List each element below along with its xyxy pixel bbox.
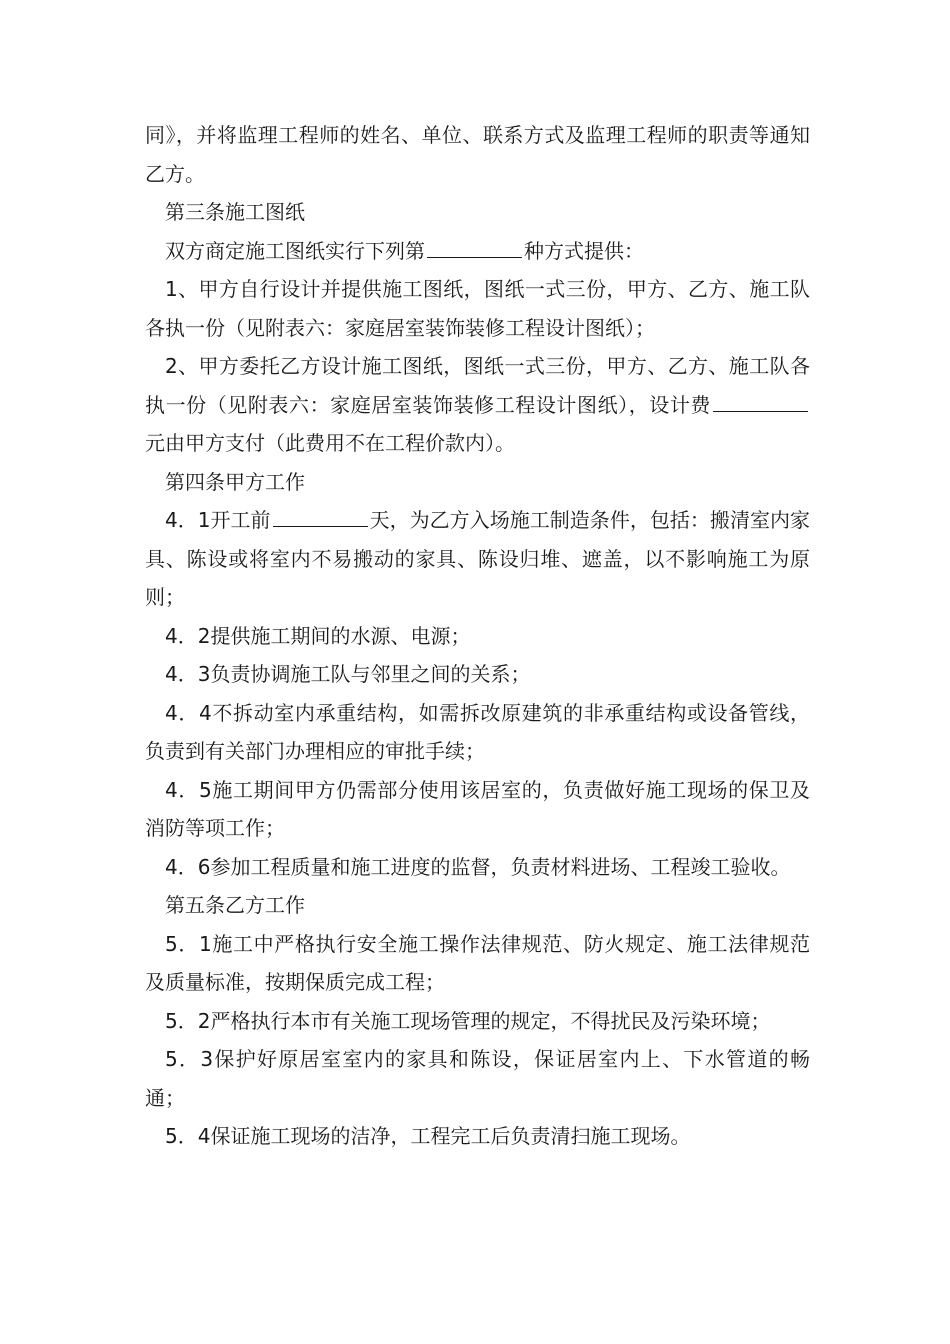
- fill-blank-design-fee[interactable]: [713, 391, 808, 412]
- clause-5-2: 5．2严格执行本市有关施工现场管理的规定，不得扰民及污染环境；: [165, 1008, 771, 1033]
- paragraph-text: 天，为乙方入场施工制造条件，包括：搬清室内家具、陈设或将室内不易搬动的家具、陈设归堆、遮盖，以不影响施工为原则；: [145, 508, 811, 609]
- paragraph-text: 4．1开工前: [165, 508, 271, 532]
- clause-4-3: 4．3负责协调施工队与邻里之间的关系；: [165, 662, 531, 686]
- clause-4-4: 4．4不拆动室内承重结构，如需拆改原建筑的非承重结构或设备管线，负责到有关部门办理相应的审批手续；: [145, 700, 810, 763]
- article-4-heading: 第四条甲方工作: [165, 469, 305, 494]
- paragraph-text: 元由甲方支付（此费用不在工程价款内）。: [145, 431, 515, 455]
- paragraph-continuation: 同》，并将监理工程师的姓名、单位、联系方式及监理工程师的职责等通知乙方。: [145, 123, 810, 186]
- clause-4-6: 4．6参加工程质量和施工进度的监督，负责材料进场、工程竣工验收。: [165, 854, 791, 879]
- clause-3-2: [145, 347, 810, 463]
- clause-4-5: 4．5施工期间甲方仍需部分使用该居室的，负责做好施工现场的保卫及消防等项工作；: [145, 777, 810, 840]
- article-5-heading: 第五条乙方工作: [165, 893, 305, 917]
- fill-blank-days[interactable]: [273, 506, 368, 527]
- fill-blank-method-number[interactable]: [427, 237, 522, 258]
- clause-5-1: 5．1施工中严格执行安全施工操作法律规范、防火规定、施工法律规范及质量标准，按期保质完成工程；: [145, 931, 810, 994]
- clause-4-1: [145, 501, 810, 617]
- clause-5-4: 5．4保证施工现场的洁净，工程完工后负责清扫施工现场。: [165, 1124, 691, 1148]
- document-body: [145, 116, 810, 1156]
- clause-5-3: 5．3保护好原居室室内的家具和陈设，保证居室内上、下水管道的畅通；: [145, 1047, 810, 1110]
- paragraph-text: 2、甲方委托乙方设计施工图纸，图纸一式三份，甲方、乙方、施工队各执一份（见附表六：家庭居室装饰装修工程设计图纸），设计费: [145, 354, 810, 417]
- clause-4-2: 4．2提供施工期间的水源、电源；: [165, 623, 471, 648]
- article-3-heading: 第三条施工图纸: [165, 200, 305, 224]
- paragraph-text: 种方式提供：: [524, 238, 644, 263]
- paragraph-text: 双方商定施工图纸实行下列第: [165, 238, 425, 263]
- clause-3-1: 1、甲方自行设计并提供施工图纸，图纸一式三份，甲方、乙方、施工队各执一份（见附表六：家庭居室装饰装修工程设计图纸）；: [145, 277, 810, 340]
- paragraph-drawing-method: [145, 232, 810, 271]
